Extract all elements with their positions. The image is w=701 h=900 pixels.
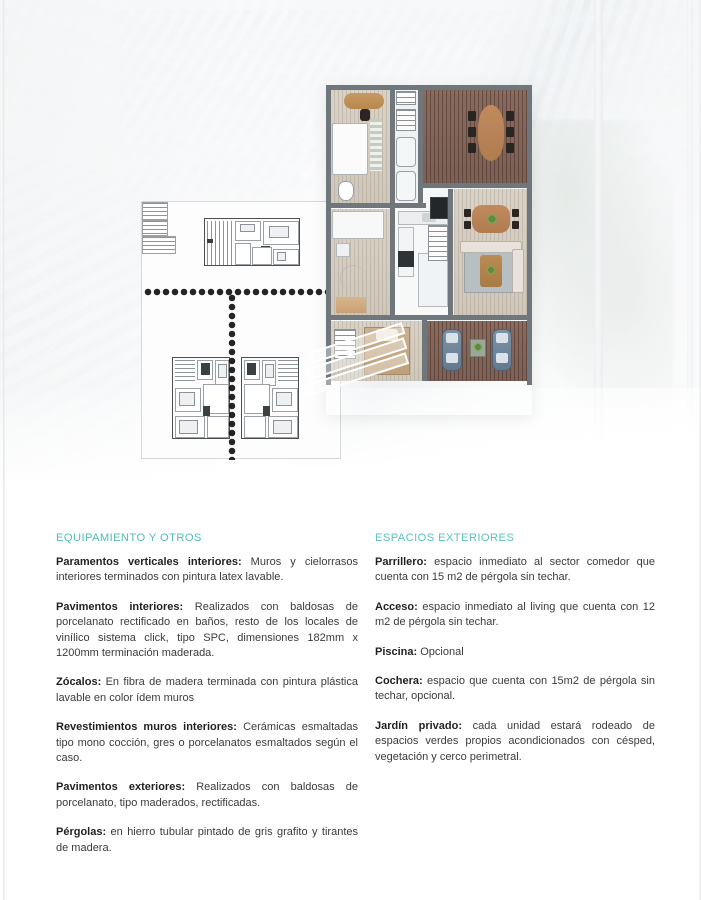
column-equipamiento bbox=[56, 532, 358, 856]
plan-wall-core-east bbox=[418, 85, 423, 207]
plan-fixture-washer bbox=[336, 243, 350, 257]
spec-paragraph bbox=[56, 825, 358, 856]
plan-fixture-tv bbox=[430, 197, 448, 219]
spec-text: Cerámicas esmaltadas tipo mono cocción, gres o porcelanatos esmaltados según el caso. bbox=[56, 721, 358, 765]
plan-room-service-core bbox=[394, 89, 420, 205]
plan-wall-west bbox=[326, 85, 331, 385]
spec-text: En fibra de madera terminada con pintura plástica lavable en color ídem muros bbox=[56, 676, 358, 704]
plan-furniture-dining-table-outdoor bbox=[478, 105, 504, 161]
spec-text: espacio inmediato al living que cuenta con 12 m2 de pérgola sin techar. bbox=[375, 600, 655, 629]
plan-wall-north bbox=[326, 85, 532, 90]
page-left-edge-rule bbox=[3, 0, 5, 900]
plan-room-living-dining bbox=[454, 189, 528, 317]
plan-wall-kitchen-west bbox=[390, 203, 395, 319]
spec-label: Pavimentos exteriores: bbox=[56, 781, 186, 794]
specifications-section bbox=[0, 508, 701, 900]
plan-furniture-chair bbox=[506, 143, 514, 153]
plan-furniture-cushion bbox=[446, 333, 458, 343]
plan-fixture-toilet bbox=[338, 181, 354, 201]
plan-decor-plant bbox=[486, 265, 496, 275]
column-espacios-exteriores bbox=[375, 532, 655, 765]
plan-door-swing bbox=[340, 265, 366, 291]
spec-text: Realizados con baldosas de porcelanato rectificado en baños, resto de los locales de vinílico sistema click, tipo SPC, dimensiones 182mm x 1200mm terminación maderada. bbox=[56, 600, 359, 660]
plan-fixture-shower bbox=[396, 137, 416, 167]
site-plan-southeast-deck bbox=[142, 236, 176, 254]
spec-paragraph bbox=[375, 719, 655, 765]
plan-furniture-cushion bbox=[446, 353, 458, 363]
spec-label: Pérgolas: bbox=[56, 826, 107, 839]
section-title-espacios-exteriores: ESPACIOS EXTERIORES bbox=[375, 532, 515, 544]
plan-furniture-chair bbox=[468, 143, 476, 153]
plan-furniture-cushion bbox=[496, 353, 508, 363]
plan-furniture-chair bbox=[360, 109, 370, 121]
plan-fixture-bathtub bbox=[396, 171, 416, 201]
spec-text: Muros y cielorrasos interiores terminados con pintura latex lavable. bbox=[56, 556, 359, 584]
plan-wall-east bbox=[527, 85, 532, 385]
spec-paragraph bbox=[375, 674, 655, 705]
spec-label: Zócalos: bbox=[56, 676, 102, 689]
plan-furniture-chair bbox=[506, 111, 514, 121]
plan-stair-upper bbox=[396, 91, 416, 105]
spec-label: Revestimientos muros interiores: bbox=[56, 721, 237, 734]
plan-room-hall bbox=[330, 209, 392, 317]
spec-label: Piscina: bbox=[375, 645, 418, 658]
spec-paragraph bbox=[375, 600, 655, 631]
plan-wall-mid-east bbox=[422, 183, 532, 188]
spec-label: Parrillero: bbox=[375, 556, 427, 568]
site-plan-north-deck bbox=[142, 202, 168, 220]
plan-furniture-chair bbox=[464, 221, 471, 229]
plan-decor-plant bbox=[486, 213, 498, 225]
plan-stair-lower bbox=[396, 109, 416, 131]
site-plan-unit-north bbox=[204, 218, 300, 266]
plan-wall-deck-divider bbox=[422, 315, 427, 381]
plan-furniture-bed bbox=[332, 123, 368, 175]
section-title-equipamiento: EQUIPAMIENTO Y OTROS bbox=[56, 532, 202, 544]
main-floor-plan bbox=[326, 85, 532, 415]
plan-furniture-chair bbox=[468, 111, 476, 121]
plan-wall-south-inner bbox=[326, 315, 532, 320]
plan-stair-main bbox=[428, 225, 448, 261]
spec-paragraph bbox=[56, 675, 358, 706]
spec-label: Jardín privado: bbox=[375, 719, 462, 732]
plan-furniture-chair bbox=[464, 209, 471, 217]
plan-wall-mid-west bbox=[326, 203, 426, 208]
plan-furniture-wardrobe bbox=[370, 119, 382, 171]
plan-furniture-chair bbox=[512, 221, 519, 229]
site-plan-southwest-deck bbox=[142, 220, 168, 236]
plan-furniture-console bbox=[336, 297, 366, 313]
plan-furniture-chair bbox=[512, 209, 519, 217]
spec-text: espacio que cuenta con 15m2 de pérgola sin techar, opcional. bbox=[375, 675, 655, 703]
spec-label: Paramentos verticales interiores: bbox=[56, 556, 242, 568]
spec-label: Acceso: bbox=[375, 600, 418, 613]
spec-text: Realizados con baldosas de porcelanato, tipo maderados, rectificadas. bbox=[56, 781, 358, 809]
plan-fixture-oven bbox=[398, 251, 414, 267]
plan-furniture-cushion bbox=[496, 333, 508, 343]
spec-text: Opcional bbox=[417, 645, 464, 658]
spec-text: espacio inmediato al sector comedor que cuenta con 15 m2 de pérgola sin techar. bbox=[375, 556, 655, 584]
plan-furniture-desk bbox=[344, 93, 384, 109]
spec-text: en hierro tubular pintado de gris grafito y tirantes de madera. bbox=[56, 826, 358, 854]
spec-paragraph bbox=[56, 600, 358, 662]
render-bottom-fade-secondary bbox=[0, 466, 701, 508]
spec-paragraph bbox=[56, 555, 358, 586]
spec-label: Cochera: bbox=[375, 675, 423, 688]
plan-furniture-armchair bbox=[512, 249, 524, 293]
plan-fixture-laundry-counter bbox=[332, 211, 384, 239]
spec-paragraph bbox=[56, 720, 358, 766]
site-plan-unit-southwest bbox=[172, 357, 230, 439]
plan-furniture-chair bbox=[506, 127, 514, 137]
hedge-row-vertical bbox=[228, 294, 237, 460]
site-plan-unit-southeast bbox=[241, 357, 299, 439]
plan-room-access-deck bbox=[426, 321, 528, 381]
hedge-row-horizontal bbox=[144, 288, 340, 297]
spec-paragraph bbox=[375, 555, 655, 586]
plan-decor-plant bbox=[473, 342, 483, 352]
site-plan-three-units bbox=[141, 201, 341, 459]
plan-furniture-chair bbox=[468, 127, 476, 137]
spec-paragraph bbox=[375, 645, 655, 660]
spec-label: Pavimentos interiores: bbox=[56, 600, 184, 613]
plan-room-bedroom-main bbox=[330, 89, 392, 205]
plan-fixture-island bbox=[418, 253, 448, 307]
plan-wall-core-west bbox=[390, 85, 395, 207]
spec-text: cada unidad estará rodeado de espacios verdes propios acondicionados con césped, vegetación y cerco perimetral. bbox=[375, 719, 655, 763]
plan-room-grill-terrace bbox=[422, 89, 528, 185]
plan-wall-kitchen-east bbox=[448, 189, 453, 319]
spec-paragraph bbox=[56, 780, 358, 811]
